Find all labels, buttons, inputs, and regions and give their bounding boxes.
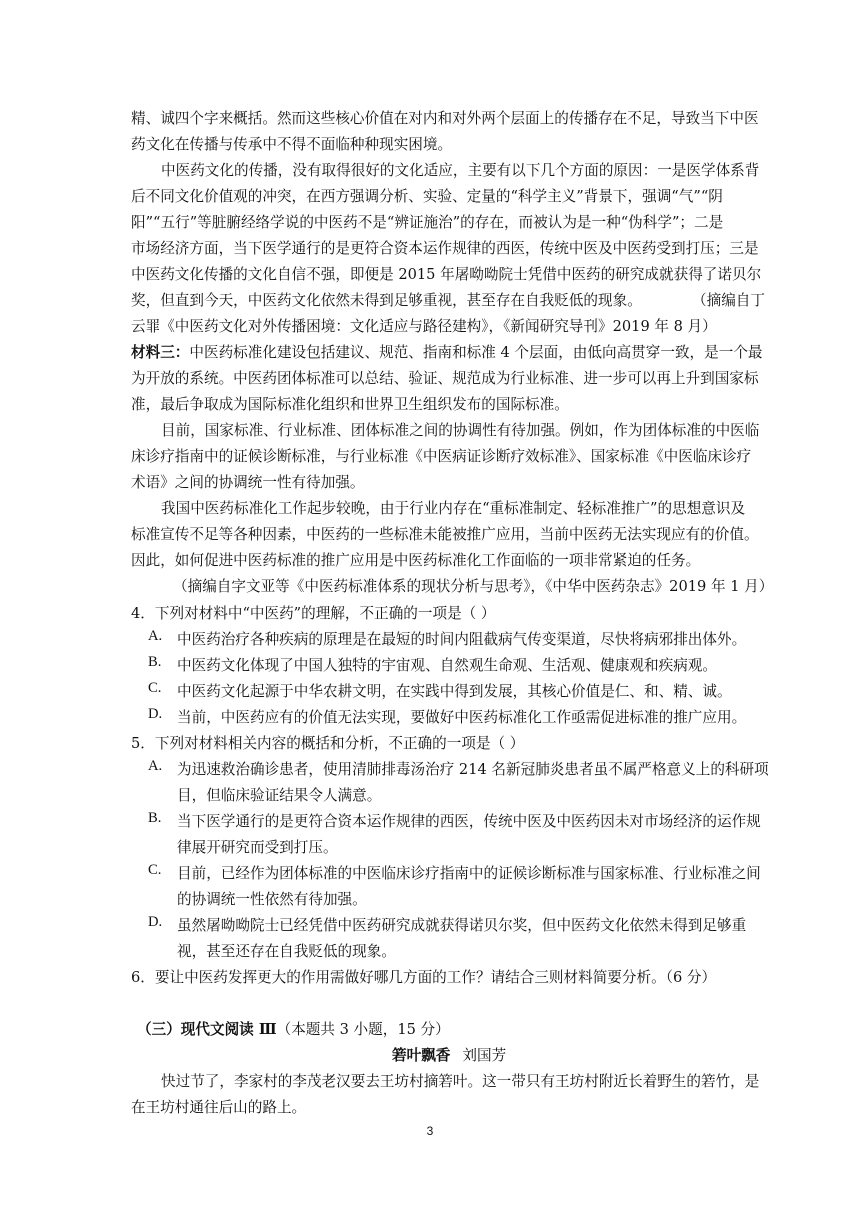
- paragraph-2-source-start: （摘编自丁: [692, 292, 765, 309]
- material-3-label: 材料三：: [131, 344, 190, 361]
- paragraph-2-line-1: 中医药文化的传播，没有取得很好的文化适应，主要有以下几个方面的原因：一是医学体系背: [161, 162, 760, 179]
- story-line-2: 在王坊村通往后山的路上。: [131, 1099, 307, 1116]
- question-4-option-b: 中医药文化体现了中国人独特的宇宙观、自然观生命观、生活观、健康观和疾病观。: [177, 657, 717, 674]
- story-title: 箬叶飘香: [392, 1047, 451, 1064]
- paragraph-2-line-2: 后不同文化价值观的冲突，在西方强调分析、实验、定量的“科学主义”背景下，强调“气”“阴: [131, 188, 723, 205]
- question-5-option-b-line-1: 当下医学通行的是更符合资本运作规律的西医，传统中医及中医药因未对市场经济的运作规: [177, 813, 761, 830]
- paragraph-2-line-3: 阳”“五行”等脏腑经络学说的中医药不是“辨证施治”的存在，而被认为是一种“伪科学”；二是: [131, 214, 724, 231]
- question-5-option-a-line-1: 为迅速救治确诊患者，使用清肺排毒汤治疗 214 名新冠肺炎患者虽不属严格意义上的科研项: [177, 761, 769, 778]
- question-4-option-d: 当前，中医药应有的价值无法实现，要做好中医药标准化工作亟需促进标准的推广应用。: [177, 709, 747, 726]
- paragraph-1-line-2: 药文化在传播与传承中不得不面临种种现实困境。: [131, 136, 453, 153]
- question-5-option-c-line-2: 的协调统一性依然有待加强。: [177, 891, 367, 908]
- paragraph-1-line-1: 精、诚四个字来概括。然而这些核心价值在对内和对外两个层面上的传播存在不足，导致当下中医: [131, 110, 759, 127]
- question-5-option-d-line-1: 虽然屠呦呦院士已经凭借中医药研究成就获得诺贝尔奖，但中医药文化依然未得到足够重: [177, 917, 747, 934]
- paragraph-5-line-1: 我国中医药标准化工作起步较晚，由于行业内存在“重标准制定、轻标准推广”的思想意识及: [161, 500, 746, 517]
- paragraph-4-line-3: 术语》之间的协调统一性有待加强。: [131, 474, 365, 491]
- question-5-option-a-line-2: 目，但临床验证结果令人满意。: [177, 787, 382, 804]
- question-6-stem: 6．要让中医药发挥更大的作用需做好哪几方面的工作？请结合三则材料简要分析。（6 分）: [131, 969, 717, 986]
- material-3-line-1: [131, 341, 763, 362]
- question-4-option-c: 中医药文化起源于中华农耕文明，在实践中得到发展，其核心价值是仁、和、精、诚。: [177, 683, 732, 700]
- question-5-stem: 5．下列对材料相关内容的概括和分析，不正确的一项是（ ）: [131, 735, 525, 752]
- question-5-option-a-letter: A.: [148, 758, 163, 774]
- paragraph-2-line-4: 市场经济方面，当下医学通行的是更符合资本运作规律的西医，传统中医及中医药受到打压；三是: [131, 240, 759, 257]
- question-4-option-c-letter: C.: [148, 680, 162, 696]
- material-3-line-2: 为开放的系统。中医药团体标准可以总结、验证、规范成为行业标准、进一步可以再上升到国家标: [131, 370, 759, 387]
- section-3-heading-rest: （本题共 3 小题，15 分）: [276, 1021, 450, 1038]
- story-author: 刘国芳: [462, 1047, 507, 1064]
- question-5-option-c-letter: C.: [148, 862, 162, 878]
- question-4-option-b-letter: B.: [148, 654, 162, 670]
- question-4-option-a: 中医药治疗各种疾病的原理是在最短的时间内阻截病气传变渠道，尽快将病邪排出体外。: [177, 631, 747, 648]
- paragraph-2-line-5: 中医药文化传播的文化自信不强，即便是 2015 年屠呦呦院士凭借中医药的研究成就获得了诺贝尔: [131, 266, 762, 283]
- story-line-1: 快过节了，李家村的李茂老汉要去王坊村摘箬叶。这一带只有王坊村附近长着野生的箬竹，是: [161, 1073, 760, 1090]
- question-5-option-c-line-1: 目前，已经作为团体标准的中医临床诊疗指南中的证候诊断标准与国家标准、行业标准之间: [177, 865, 761, 882]
- paragraph-4-line-1: 目前，国家标准、行业标准、团体标准之间的协调性有待加强。例如，作为团体标准的中医临: [161, 422, 760, 439]
- paragraph-5-line-2: 标准宣传不足等各种因素，中医药的一些标准未能被推广应用，当前中医药无法实现应有的价值。: [131, 526, 759, 543]
- question-5-option-d-line-2: 视，甚至还存在自我贬低的现象。: [177, 943, 396, 960]
- question-4-option-a-letter: A.: [148, 628, 163, 644]
- paragraph-4-line-2: 床诊疗指南中的证候诊断标准，与行业标准《中医病证诊断疗效标准》、国家标准《中医临床诊疗: [131, 448, 752, 465]
- material-3-line-3: 准，最后争取成为国际标准化组织和世界卫生组织发布的国际标准。: [131, 396, 569, 413]
- material-3-text: 中医药标准化建设包括建议、规范、指南和标准 4 个层面，由低向高贯穿一致，是一个最: [189, 344, 763, 361]
- question-5-option-b-line-2: 律展开研究而受到打压。: [177, 839, 338, 856]
- section-3-heading: [137, 1018, 450, 1039]
- question-5-option-b-letter: B.: [148, 810, 162, 826]
- page-number: 3: [426, 1124, 434, 1138]
- section-3-heading-bold: （三）现代文阅读 Ⅲ: [137, 1021, 277, 1038]
- paragraph-2-source: 云罪《中医药文化对外传播困境：文化适应与路径建构》，《新闻研究导刊》2019 年 8 月）: [131, 318, 717, 335]
- question-4-stem: 4．下列对材料中“中医药”的理解，不正确的一项是（ ）: [131, 605, 496, 622]
- paragraph-5-source: （摘编自字文亚等《中医药标准体系的现状分析与思考》，《中华中医药杂志》2019 年 1 月）: [173, 578, 774, 595]
- story-title-line: [392, 1044, 506, 1065]
- paragraph-5-line-3: 因此，如何促进中医药标准的推广应用是中医药标准化工作面临的一项非常紧迫的任务。: [131, 552, 701, 569]
- question-4-option-d-letter: D.: [148, 706, 163, 722]
- paragraph-2-line-6: 奖，但直到今天，中医药文化依然未得到足够重视，甚至存在自我贬低的现象。: [131, 292, 642, 309]
- question-5-option-d-letter: D.: [148, 914, 163, 930]
